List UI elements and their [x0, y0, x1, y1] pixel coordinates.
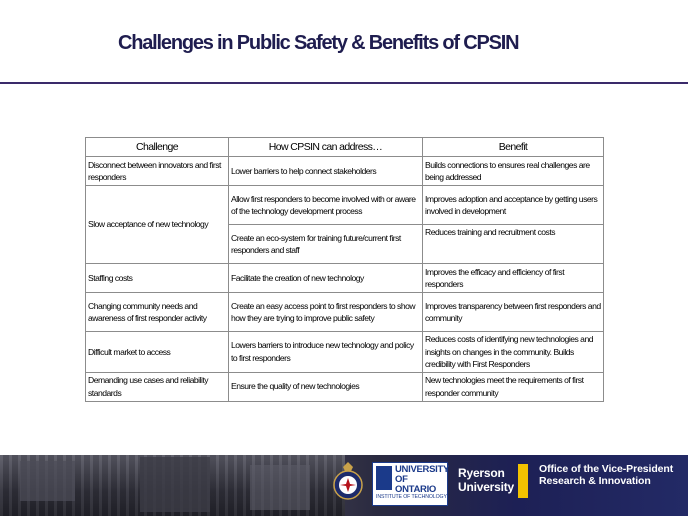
title-divider — [0, 82, 688, 84]
header-benefit: Benefit — [423, 138, 604, 157]
uoit-name: UNIVERSITY OF ONTARIO — [395, 464, 449, 495]
ryerson-bar-icon — [518, 464, 528, 498]
benefit-cell: Improves the efficacy and efficiency of first responders — [423, 264, 604, 293]
challenge-cell: Staffing costs — [86, 264, 229, 293]
table-row — [86, 264, 604, 293]
benefit-cell: Improves transparency between first responders and community — [423, 293, 604, 332]
address-cell: Ensure the quality of new technologies — [229, 372, 423, 401]
uoit-logo — [372, 462, 448, 506]
uoit-shield-icon — [376, 466, 392, 490]
slide-title: Challenges in Public Safety & Benefits of CPSIN — [118, 32, 519, 54]
challenge-cell: Changing community needs and awareness of first responder activity — [86, 293, 229, 332]
table-row — [86, 293, 604, 332]
police-crest-icon — [333, 459, 363, 507]
address-cell: Allow first responders to become involved with or aware of the technology development process — [229, 186, 423, 225]
benefit-cell: New technologies meet the requirements of first responder community — [423, 372, 604, 401]
challenge-cell: Slow acceptance of new technology — [86, 186, 229, 264]
table-header-row — [86, 138, 604, 157]
challenge-cell: Demanding use cases and reliability standards — [86, 372, 229, 401]
challenge-cell: Disconnect between innovators and first responders — [86, 157, 229, 186]
city-photo — [0, 455, 345, 516]
header-challenge: Challenge — [86, 138, 229, 157]
address-cell: Lower barriers to help connect stakeholders — [229, 157, 423, 186]
address-cell: Create an eco-system for training future/current first responders and staff — [229, 225, 423, 264]
challenge-cell: Difficult market to access — [86, 332, 229, 373]
uoit-subtitle: INSTITUTE OF TECHNOLOGY — [376, 494, 447, 500]
address-cell: Facilitate the creation of new technology — [229, 264, 423, 293]
office-vp-label: Office of the Vice-President Research & Innovation — [539, 463, 674, 487]
challenges-table — [85, 137, 604, 402]
table-row — [86, 332, 604, 373]
address-cell: Create an easy access point to first responders to show how they are trying to improve public safety — [229, 293, 423, 332]
benefit-cell: Reduces costs of identifying new technologies and insights on changes in the community. Builds credibility with First Responders — [423, 332, 604, 373]
benefit-cell: Reduces training and recruitment costs — [423, 225, 604, 264]
ryerson-name: Ryerson University — [458, 466, 515, 494]
address-cell: Lowers barriers to introduce new technology and policy to first responders — [229, 332, 423, 373]
ryerson-logo — [452, 464, 532, 502]
table-row — [86, 157, 604, 186]
header-address: How CPSIN can address… — [229, 138, 423, 157]
table-row — [86, 372, 604, 401]
table-row — [86, 186, 604, 225]
benefit-cell: Builds connections to ensures real challenges are being addressed — [423, 157, 604, 186]
benefit-cell: Improves adoption and acceptance by getting users involved in development — [423, 186, 604, 225]
